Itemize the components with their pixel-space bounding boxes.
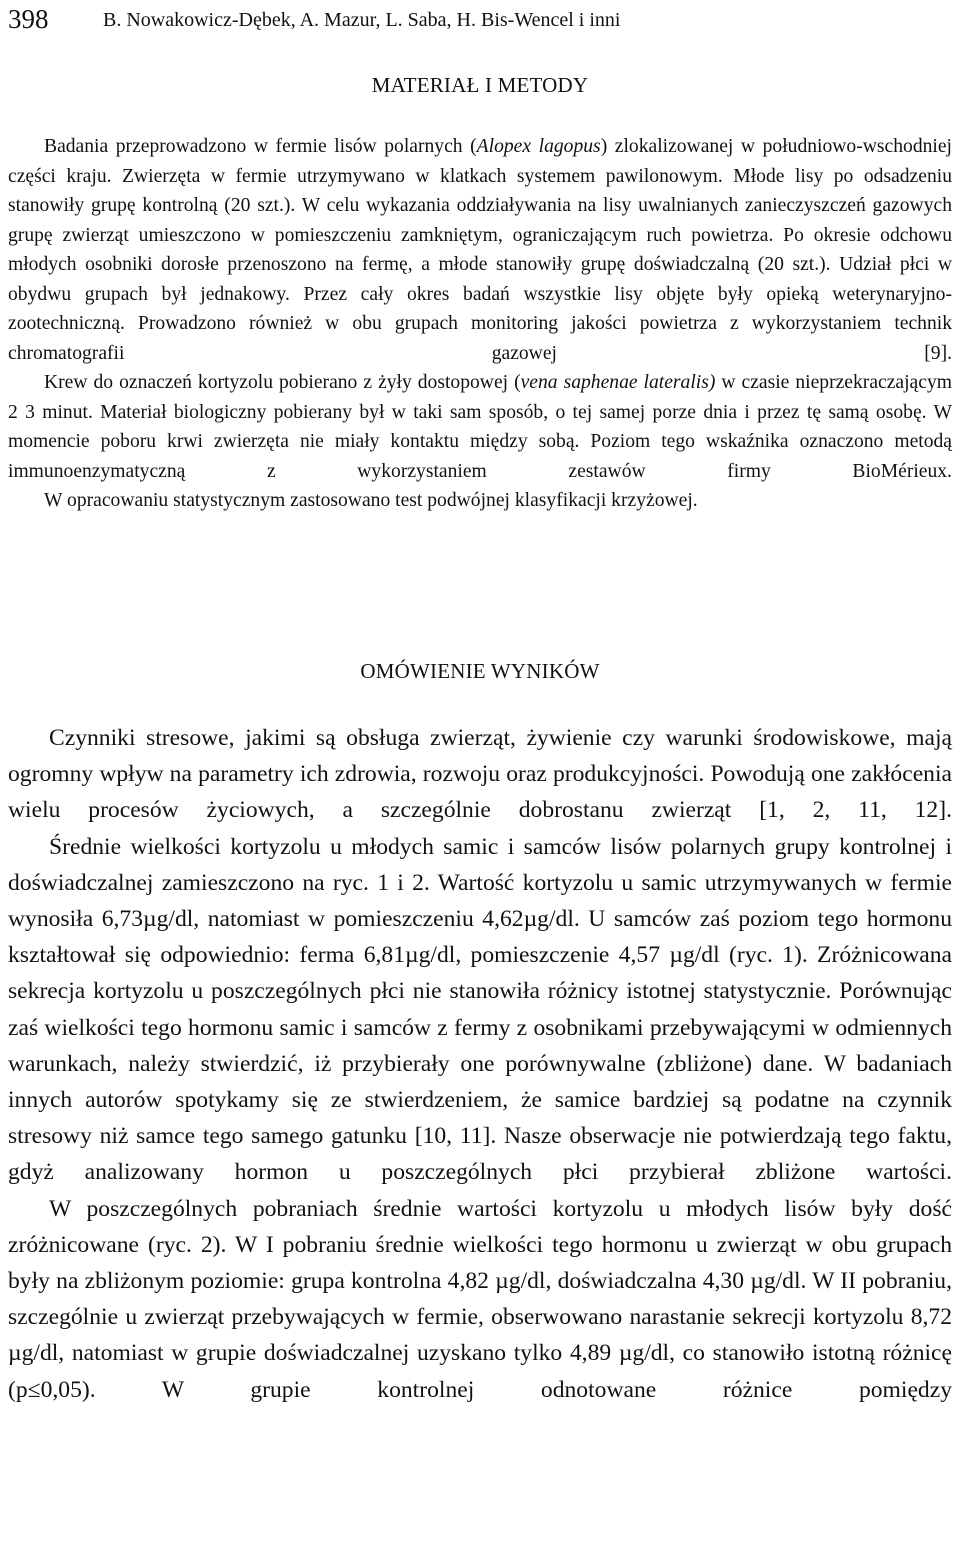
methods-section-body [8,132,952,516]
methods-paragraph-1 [8,132,952,368]
page-number: 398 [8,4,49,34]
text-run: Badania przeprowadzono w fermie lisów polarnych ( [44,136,477,157]
text-run: w czasie nieprzekraczającym 2 3 minut. Materiał biologiczny pobierany był w taki sam sposób, o tej samej porze dnia i przez tę samą osobę. W momencie poboru krwi zwierzęta nie miały kontaktu między sobą. Poziom tego wskaźnika oznaczono metodą immunoenzymatyczną z wykorzystaniem zestawów firmy BioMérieux. [8,372,952,482]
methods-paragraph-2 [8,368,952,486]
methods-paragraph-3: W opracowaniu statystycznym zastosowano test podwójnej klasyfikacji krzyżowej. [44,490,698,511]
running-header [8,2,952,36]
text-run: Krew do oznaczeń kortyzolu pobierano z żyły dostopowej ( [44,372,521,393]
text-run: ) zlokalizowanej w południowo-wschodniej części kraju. Zwierzęta w fermie utrzymywano w klatkach systemem pawilonowym. Młode lisy po odsadzeniu stanowiły grupę kontrolną (20 szt.). W celu wykazania oddziaływania na lisy uwalnianych zanieczyszczeń gazowych grupę zwierząt umieszczono w pomieszczeniu zamkniętym, ograniczającym ruch powietrza. Po okresie odchowu młodych osobniki dorosłe przenoszono na fermę, a młode stanowiły grupę doświadczalną (20 szt.). Udział płci w obydwu grupach był jednakowy. Przez cały okres badań wszystkie lisy objęte były opieką weterynaryjno-zootechniczną. Prowadzono również w obu grupach monitoring jakości powietrza z wykorzystaniem technik chromatografii gazowej [9]. [8,136,952,364]
results-paragraph-2: Średnie wielkości kortyzolu u młodych samic i samców lisów polarnych grupy kontrolnej i doświadczalnej zamieszczono na ryc. 1 i 2. Wartość kortyzolu u samic utrzymywanych w fermie wynosiła 6,73µg/dl, natomiast w pomieszczeniu 4,62µg/dl. U samców zaś poziom tego hormonu kształtował się odpowiednio: ferma 6,81µg/dl, pomieszczenie 4,57 µg/dl (ryc. 1). Zróżnicowana sekrecja kortyzolu u poszczególnych płci nie stanowiła różnicy istotnej statystycznie. Porównując zaś wielkości tego hormonu samic i samców z fermy z osobnikami przebywającymi w odmiennych warunkach, należy stwierdzić, iż przybierały one porównywalne (zbliżone) dane. W badaniach innych autorów spotykamy się ze stwierdzeniem, że samice bardziej są podatne na czynnik stresowy niż samce tego samego gatunku [10, 11]. Nasze obserwacje nie potwierdzają tego faktu, gdyż analizowany hormon u poszczególnych płci przybierał zbliżone wartości. [8,833,952,1186]
section-title-results: OMÓWIENIE WYNIKÓW [360,659,600,683]
vein-name: vena saphenae lateralis) [520,372,716,393]
running-head-authors: B. Nowakowicz-Dębek, A. Mazur, L. Saba, H. Bis-Wencel i inni [103,9,621,31]
results-paragraph-1: Czynniki stresowe, jakimi są obsługa zwierząt, żywienie czy warunki środowiskowe, mają ogromny wpływ na parametry ich zdrowia, rozwoju oraz produkcyjności. Powodują one zakłócenia wielu procesów życiowych, a szczególnie dobrostanu zwierząt [1, 2, 11, 12]. [8,725,952,824]
results-section-body [8,720,952,1408]
results-paragraph-3: W poszczególnych pobraniach średnie wartości kortyzolu u młodych lisów były dość zróżnicowane (ryc. 2). W I pobraniu średnie wielkości tego hormonu u zwierząt w obu grupach były na zbliżonym poziomie: grupa kontrolna 4,82 µg/dl, doświadczalna 4,30 µg/dl. W II pobraniu, szczególnie u zwierząt przebywających w fermie, obserwowano narastanie sekrecji kortyzolu 8,72 µg/dl, natomiast w grupie doświadczalnej uzyskano tylko 4,89 µg/dl, co stanowiło istotną różnicę (p≤0,05). W grupie kontrolnej odnotowane różnice pomiędzy [8,1195,952,1403]
section-title-methods: MATERIAŁ I METODY [371,73,589,97]
species-name: Alopex lagopus [476,136,601,157]
